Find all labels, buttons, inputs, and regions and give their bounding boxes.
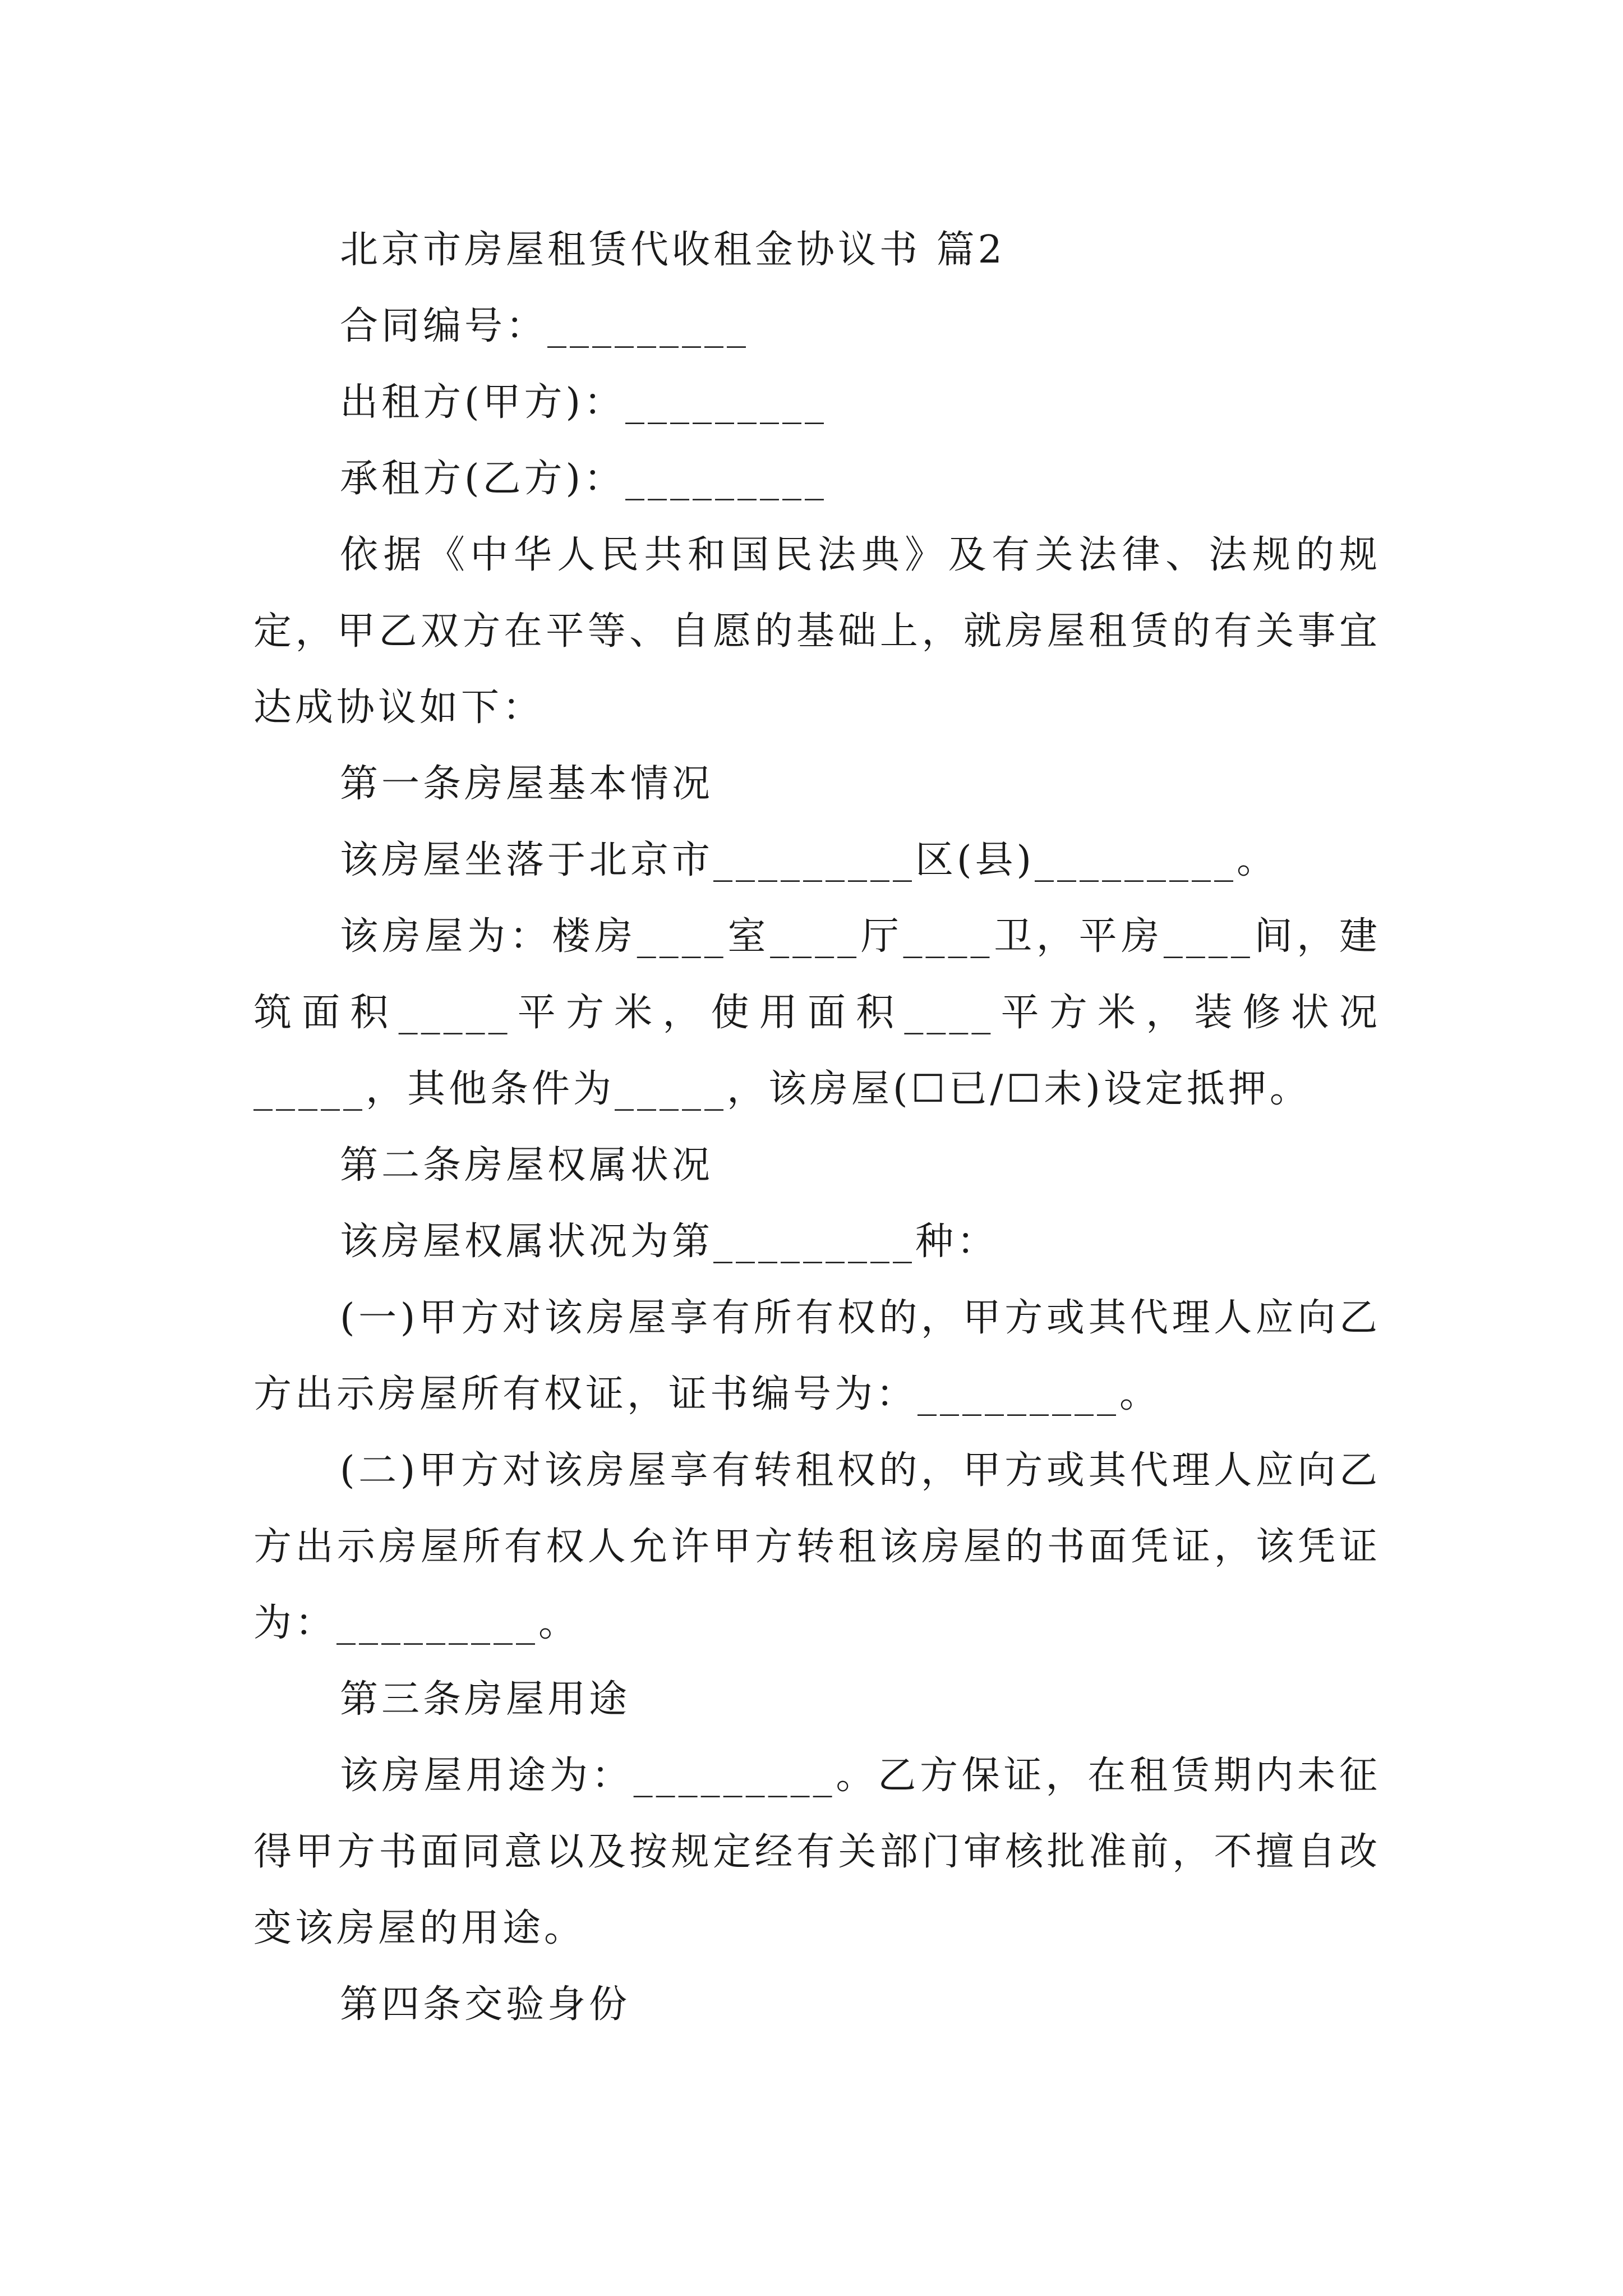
article-4-heading: 第四条交验身份 bbox=[340, 1982, 631, 2027]
article-1-details: 该房屋为：楼房____室____厅____卫，平房____间，建筑面积_____平方米，使用面积____平方米，装修状况_____，其他条件为_____，该房屋(☐已/☐未)设定抵押。 bbox=[253, 914, 1381, 1111]
lessee-line: 承租方(乙方)：_________ bbox=[340, 457, 828, 501]
article-3-usage: 该房屋用途为：_________。乙方保证，在租赁期内未征得甲方书面同意以及按规定经有关部门审核批准前，不擅自改变该房屋的用途。 bbox=[253, 1754, 1381, 1950]
article-3-heading: 第三条房屋用途 bbox=[340, 1677, 631, 1722]
article-1-heading: 第一条房屋基本情况 bbox=[340, 762, 714, 806]
article-2-clause-1: (一)甲方对该房屋享有所有权的，甲方或其代理人应向乙方出示房屋所有权证，证书编号为：_________。 bbox=[253, 1296, 1381, 1416]
document-body bbox=[253, 212, 1381, 2043]
article-1-location: 该房屋坐落于北京市_________区(县)_________。 bbox=[340, 838, 1279, 882]
article-2-heading: 第二条房屋权属状况 bbox=[340, 1143, 714, 1188]
preamble-paragraph: 依据《中华人民共和国民法典》及有关法律、法规的规定，甲乙双方在平等、自愿的基础上，就房屋租赁的有关事宜达成协议如下： bbox=[253, 533, 1381, 730]
article-2-status: 该房屋权属状况为第_________种： bbox=[340, 1220, 999, 1264]
contract-number-line: 合同编号：_________ bbox=[340, 304, 750, 348]
article-2-clause-2: (二)甲方对该房屋享有转租权的，甲方或其代理人应向乙方出示房屋所有权人允许甲方转租该房屋的书面凭证，该凭证为：_________。 bbox=[253, 1448, 1381, 1645]
document-title: 北京市房屋租赁代收租金协议书 篇2 bbox=[340, 228, 1006, 272]
lessor-line: 出租方(甲方)：_________ bbox=[340, 380, 828, 425]
